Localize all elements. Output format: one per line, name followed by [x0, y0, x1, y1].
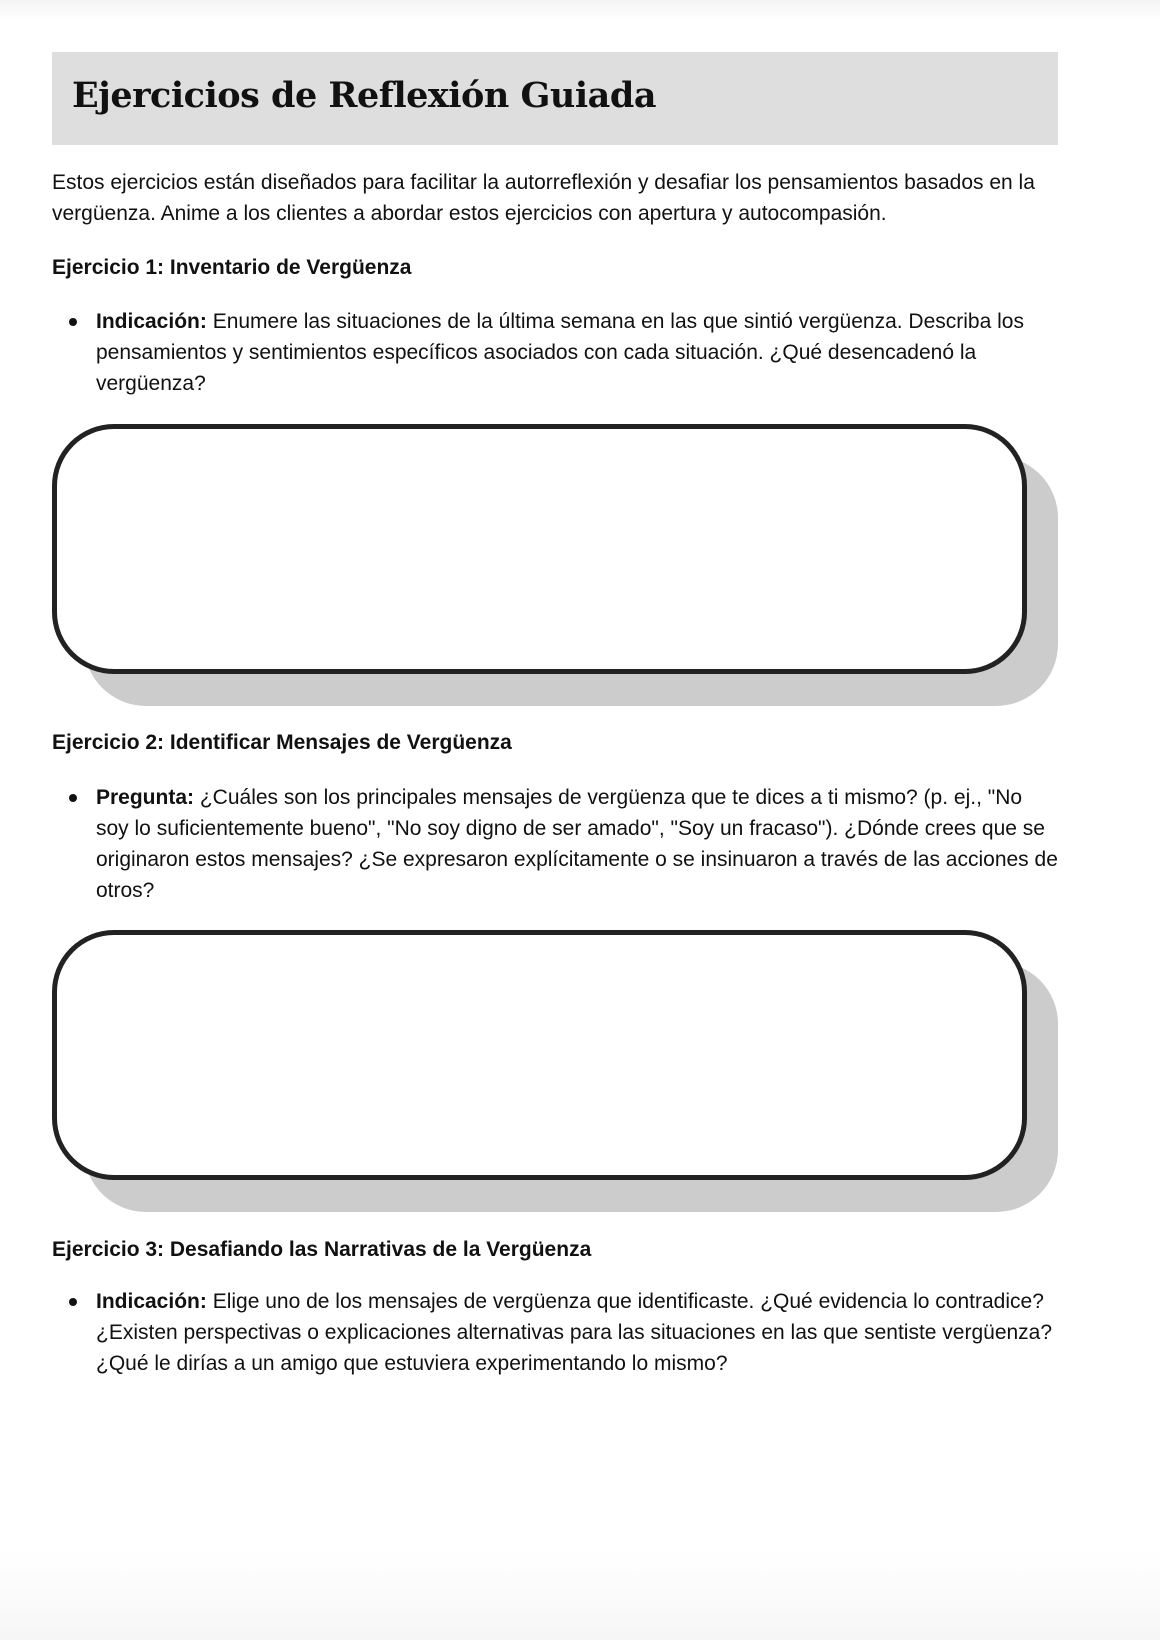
exercise-1-answer-box — [52, 424, 1058, 706]
exercise-2-heading: Ejercicio 2: Identificar Mensajes de Vergüenza — [52, 731, 512, 754]
bullet-icon — [69, 794, 77, 802]
answer-area[interactable] — [52, 424, 1027, 674]
prompt-label: Pregunta: — [96, 786, 195, 809]
exercise-1-prompt — [96, 306, 1058, 399]
prompt-text: Elige uno de los mensajes de vergüenza que identificaste. ¿Qué evidencia lo contradice? ¿Existen perspectivas o explicaciones alternativas para las situaciones en las que sentiste vergüenza? ¿Qué le dirías a un amigo que estuviera experimentando lo mismo? — [96, 1290, 1053, 1375]
intro-paragraph: Estos ejercicios están diseñados para facilitar la autorreflexión y desafiar los pensamientos basados en la vergüenza. Anime a los clientes a abordar estos ejercicios con apertura y autocompasión. — [52, 171, 1035, 225]
exercise-1-heading: Ejercicio 1: Inventario de Vergüenza — [52, 256, 412, 279]
prompt-text: ¿Cuáles son los principales mensajes de vergüenza que te dices a ti mismo? (p. ej., "No soy lo suficientemente bueno", "No soy digno de ser amado", "Soy un fracaso"). ¿Dónde crees que se originaron estos mensajes? ¿Se expresaron explícitamente o se insinuaron a través de las acciones de otros? — [96, 786, 1058, 902]
answer-area[interactable] — [52, 930, 1027, 1180]
bullet-icon — [69, 1298, 77, 1306]
page-title: Ejercicios de Reflexión Guiada — [72, 75, 656, 116]
prompt-label: Indicación: — [96, 310, 207, 333]
page-top-edge — [0, 0, 1160, 20]
prompt-text: Enumere las situaciones de la última semana en las que sintió vergüenza. Describa los pensamientos y sentimientos específicos asociados con cada situación. ¿Qué desencadenó la vergüenza? — [96, 310, 1024, 395]
exercise-2-answer-box — [52, 930, 1058, 1212]
prompt-label: Indicación: — [96, 1290, 207, 1313]
exercise-3-heading: Ejercicio 3: Desafiando las Narrativas de la Vergüenza — [52, 1238, 592, 1261]
exercise-3-prompt — [96, 1286, 1058, 1379]
page-bottom-edge — [0, 1550, 1160, 1640]
bullet-icon — [69, 318, 77, 326]
title-banner — [52, 52, 1058, 145]
exercise-2-prompt — [96, 782, 1058, 906]
